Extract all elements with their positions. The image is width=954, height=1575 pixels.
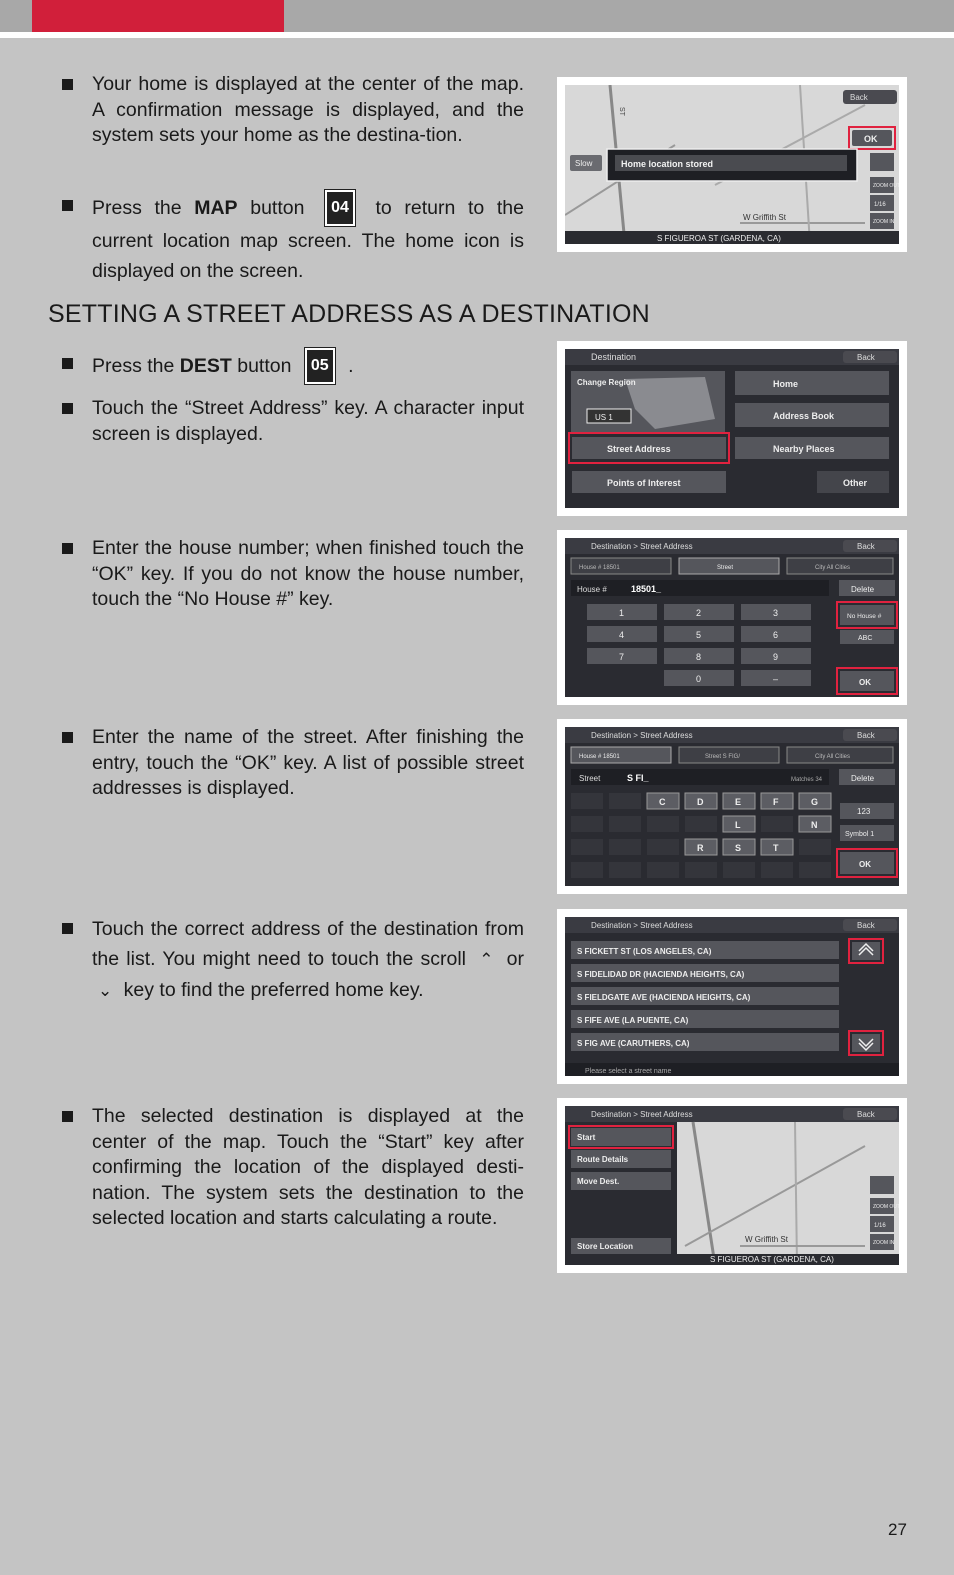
bullet-street-address: Touch the “Street Address” key. A character input screen is displayed. — [62, 396, 524, 447]
keyboard-key-disabled — [571, 839, 603, 855]
header-bar — [0, 0, 954, 32]
bullet-press-dest: Press the DEST button 05 . — [62, 348, 524, 384]
symbol-label: Symbol 1 — [845, 831, 875, 838]
region-value: US 1 — [595, 413, 613, 422]
keyboard-key-label: D — [697, 797, 704, 807]
map-screen — [565, 85, 899, 244]
abc-label: ABC — [858, 635, 873, 642]
tab-street-label: Street S FIG/ — [705, 754, 741, 760]
screenshot-house-number — [557, 530, 907, 705]
list-item-label: S FIELDGATE AVE (HACIENDA HEIGHTS, CA) — [577, 993, 751, 1002]
other-label: Other — [843, 478, 868, 488]
house-field-label: House # — [577, 585, 607, 594]
keypad-key-label: – — [773, 674, 779, 684]
list-item-label: S FIFE AVE (LA PUENTE, CA) — [577, 1016, 689, 1025]
home-label: Home — [773, 379, 799, 389]
location-text: S FIGUEROA ST (GARDENA, CA) — [710, 1255, 834, 1264]
keyboard-key-disabled — [647, 839, 679, 855]
keyboard-key-label: C — [659, 797, 666, 807]
numeric-label: 123 — [857, 807, 871, 816]
back-label: Back — [857, 921, 875, 930]
street-field-value: S FI_ — [627, 773, 649, 783]
home-icon[interactable] — [870, 1176, 894, 1194]
bullet-marker — [62, 1111, 73, 1122]
keyboard-key-label: G — [811, 797, 819, 807]
destination-screen — [565, 349, 899, 508]
keyboard-key-label: E — [735, 797, 742, 807]
keypad-key-label: 5 — [696, 630, 702, 640]
map-button-badge: 04 — [325, 190, 355, 226]
scale-label: 1/16 — [874, 202, 886, 208]
bullet-start-route: The selected destination is displayed at the center of the map. Touch the “Start” key after confirming the location of the displayed desti-nation. The system sets the destination to the selected location and starts calculating a route. — [62, 1104, 524, 1232]
bullet-marker — [62, 732, 73, 743]
keyboard-key-disabled — [761, 862, 793, 878]
keypad-key-label: 7 — [619, 652, 625, 662]
keypad-key-label: 6 — [773, 630, 779, 640]
ok-label: OK — [859, 678, 871, 687]
back-label: Back — [857, 1110, 875, 1119]
keyboard-key-disabled — [685, 816, 717, 832]
address-list — [571, 941, 839, 1051]
bullet-marker — [62, 543, 73, 554]
poi-label: Points of Interest — [607, 478, 681, 488]
street-address-label: Street Address — [607, 444, 671, 454]
keyboard-key-disabled — [723, 862, 755, 878]
keyboard-key-disabled — [571, 816, 603, 832]
bullet-marker — [62, 200, 73, 211]
screenshot-home-stored — [557, 77, 907, 252]
back-label: Back — [857, 542, 875, 551]
bullet-marker — [62, 358, 73, 369]
address-book-label: Address Book — [773, 411, 835, 421]
move-dest-label: Move Dest. — [577, 1177, 620, 1186]
keyboard-key-disabled — [609, 862, 641, 878]
keyboard-key-label: F — [773, 797, 779, 807]
screenshot-destination-map — [557, 1098, 907, 1273]
bullet-marker — [62, 403, 73, 414]
screenshot-street-name — [557, 719, 907, 894]
list-item-label: S FIG AVE (CARUTHERS, CA) — [577, 1039, 690, 1048]
screenshot-destination-menu — [557, 341, 907, 516]
keyboard-key-label: S — [735, 843, 742, 853]
header-accent — [32, 0, 284, 32]
keypad-key-label: 2 — [696, 608, 702, 618]
street-name-screen — [565, 727, 899, 886]
delete-label: Delete — [851, 585, 875, 594]
keypad-key-label: 0 — [696, 674, 702, 684]
street-list-screen — [565, 917, 899, 1076]
screen-title: Destination — [591, 352, 637, 362]
matches-count: Matches 34 — [791, 777, 823, 783]
house-number-field[interactable] — [571, 580, 829, 596]
griffith-label: W Griffith St — [745, 1235, 788, 1244]
destination-map-screen — [565, 1106, 899, 1265]
keyboard-key-label: R — [697, 843, 704, 853]
keyboard-key-label: T — [773, 843, 779, 853]
dest-button-badge: 05 — [305, 348, 335, 384]
list-item-label: S FIDELIDAD DR (HACIENDA HEIGHTS, CA) — [577, 970, 745, 979]
keypad-key-label: 3 — [773, 608, 779, 618]
bullet-street-name: Enter the name of the street. After finishing the entry, touch the “OK” key. A list of possible street addresses is displayed. — [62, 725, 524, 802]
change-region-label: Change Region — [577, 378, 636, 387]
store-location-label: Store Location — [577, 1242, 634, 1251]
page-number: 27 — [888, 1520, 907, 1539]
back-label: Back — [857, 353, 875, 362]
keyboard-key-disabled — [799, 862, 831, 878]
section-title: SETTING A STREET ADDRESS AS A DESTINATION — [48, 300, 650, 328]
bullet-marker — [62, 923, 73, 934]
home-button[interactable] — [735, 371, 889, 395]
no-house-label: No House # — [847, 613, 882, 620]
griffith-label: W Griffith St — [743, 213, 786, 222]
scroll-up-icon: ⌃ — [479, 950, 494, 969]
street-label-vertical: ST — [618, 107, 625, 116]
tab-city-label: City All Cities — [815, 565, 851, 571]
delete-label: Delete — [851, 774, 875, 783]
home-icon[interactable] — [870, 153, 894, 171]
nearby-places-label: Nearby Places — [773, 444, 835, 454]
keypad-key-label: 4 — [619, 630, 625, 640]
zoom-in-label: ZOOM IN — [873, 219, 895, 225]
tab-house-label: House # 18501 — [579, 754, 620, 760]
keyboard-key-disabled — [571, 862, 603, 878]
bullet-marker — [62, 79, 73, 90]
header-rule — [0, 32, 954, 38]
street-field-label: Street — [579, 774, 601, 783]
keypad-key-label: 9 — [773, 652, 779, 662]
screen-title: Destination > Street Address — [591, 731, 693, 740]
screen-title: Destination > Street Address — [591, 542, 693, 551]
message-text: Home location stored — [621, 159, 714, 169]
scale-label: 1/16 — [874, 1223, 886, 1229]
zoom-out-label: ZOOM OUT — [873, 1204, 899, 1210]
keyboard-key-label: N — [811, 820, 818, 830]
keyboard-key-disabled — [647, 816, 679, 832]
house-field-value: 18501_ — [631, 584, 662, 594]
screen-title: Destination > Street Address — [591, 1110, 693, 1119]
slow-label: Slow — [575, 159, 593, 168]
start-label: Start — [577, 1133, 596, 1142]
keyboard-key-disabled — [609, 816, 641, 832]
location-text: S FIGUEROA ST (GARDENA, CA) — [657, 234, 781, 243]
tab-street-label: Street — [717, 565, 734, 571]
ok-label: OK — [859, 860, 871, 869]
screen-title: Destination > Street Address — [591, 921, 693, 930]
keyboard-key-disabled — [647, 862, 679, 878]
keyboard-key-disabled — [609, 839, 641, 855]
list-item-label: S FICKETT ST (LOS ANGELES, CA) — [577, 947, 712, 956]
keypad-key-label: 1 — [619, 608, 625, 618]
keyboard-key-disabled — [799, 839, 831, 855]
keypad-key-label: 8 — [696, 652, 702, 662]
keyboard-key-disabled — [609, 793, 641, 809]
tab-city-label: City All Cities — [815, 754, 851, 760]
zoom-out-label: ZOOM OUT — [873, 183, 899, 189]
keyboard-key-disabled — [571, 793, 603, 809]
bullet-home-displayed: Your home is displayed at the center of the map. A confirmation message is displayed, and the system sets your home as the destina-tion. — [62, 72, 524, 149]
ok-label: OK — [864, 134, 878, 144]
bullet-select-address: Touch the correct address of the destination from the list. You might need to touch the scroll ⌃ or ⌄ key to find the preferred home key. — [62, 914, 524, 1006]
tab-house-label: House # 18501 — [579, 565, 620, 571]
scroll-down-icon: ⌄ — [98, 981, 113, 1000]
keyboard-key-disabled — [685, 862, 717, 878]
back-label: Back — [850, 93, 868, 102]
keyboard-key-label: L — [735, 820, 741, 830]
house-number-screen — [565, 538, 899, 697]
zoom-in-label: ZOOM IN — [873, 1240, 895, 1246]
keyboard-key-disabled — [761, 816, 793, 832]
screenshot-street-list — [557, 909, 907, 1084]
status-text: Please select a street name — [585, 1068, 672, 1075]
route-details-label: Route Details — [577, 1155, 629, 1164]
bullet-house-number: Enter the house number; when finished touch the “OK” key. If you do not know the house number, touch the “No House #” key. — [62, 536, 524, 613]
bullet-press-map: Press the MAP button 04 to return to the current location map screen. The home icon is displayed on the screen. — [62, 190, 524, 286]
back-label: Back — [857, 731, 875, 740]
